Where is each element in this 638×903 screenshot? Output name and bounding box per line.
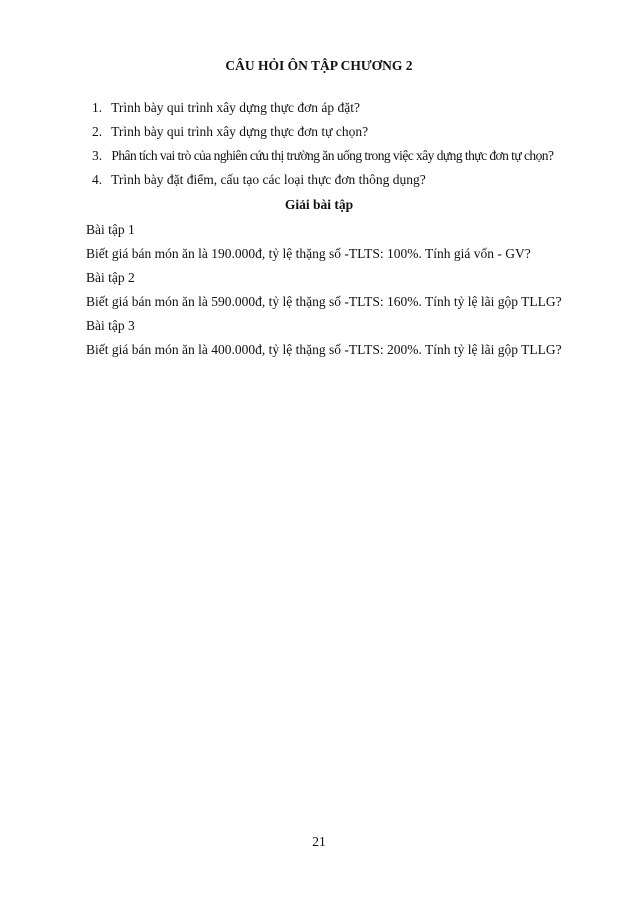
- question-item: [92, 168, 553, 192]
- exercises-heading: Giải bài tập: [284, 197, 354, 212]
- question-text: Phân tích vai trò của nghiên cứu thị trường ăn uống trong việc xây dựng thực đơn tự chọn?: [111, 148, 554, 163]
- exercise-text: Biết giá bán món ăn là 400.000đ, tỷ lệ thặng số -TLTS: 200%. Tính tỷ lệ lãi gộp TLLG?: [86, 342, 562, 357]
- question-number: 3.: [92, 148, 103, 163]
- question-item: [92, 144, 553, 168]
- question-number: 4.: [92, 172, 103, 187]
- question-list: [92, 96, 553, 192]
- exercise-label: Bài tập 3: [86, 318, 135, 333]
- exercise-list: [86, 218, 562, 362]
- question-item: [92, 96, 553, 120]
- question-item: [92, 120, 553, 144]
- exercise-label: Bài tập 1: [86, 222, 135, 237]
- question-number: 2.: [92, 124, 103, 139]
- question-text: Trình bày qui trình xây dựng thực đơn tự chọn?: [111, 124, 369, 139]
- chapter-title: CÂU HỎI ÔN TẬP CHƯƠNG 2: [225, 58, 413, 73]
- page-number: 21: [312, 834, 326, 849]
- question-text: Trình bày qui trình xây dựng thực đơn áp đặt?: [111, 100, 361, 115]
- exercise-text: Biết giá bán món ăn là 590.000đ, tỷ lệ thặng số -TLTS: 160%. Tính tỷ lệ lãi gộp TLLG?: [86, 294, 562, 309]
- question-number: 1.: [92, 100, 103, 115]
- question-text: Trình bày đặt điểm, cấu tạo các loại thực đơn thông dụng?: [111, 172, 426, 187]
- exercise-label: Bài tập 2: [86, 270, 135, 285]
- exercise-text: Biết giá bán món ăn là 190.000đ, tỷ lệ thặng số -TLTS: 100%. Tính giá vốn - GV?: [86, 246, 531, 261]
